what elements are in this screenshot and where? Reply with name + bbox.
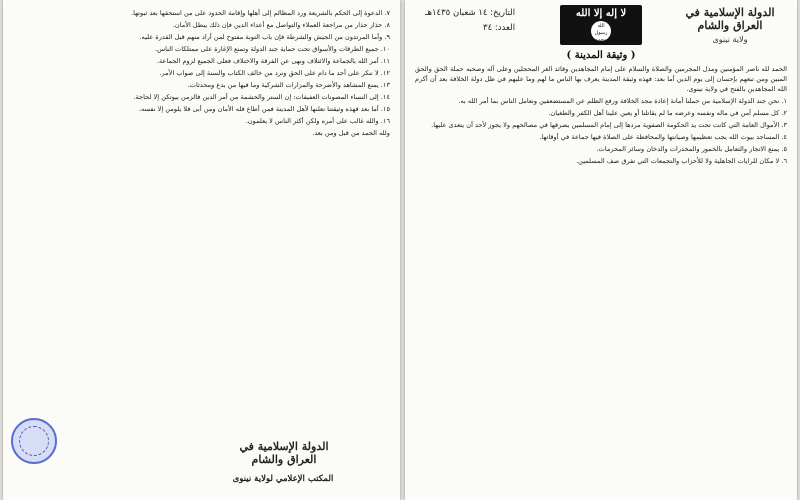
list-item: ١١. أمر الله بالجماعة والائتلاف ونهى عن الفرقة والاختلاف فعلى الجميع لزوم الجماعة. [156,57,390,65]
closing-line: ولله الحمد من قبل ومن بعد. [312,129,390,137]
number-row [425,23,515,33]
right-page-text [415,64,787,168]
official-stamp [11,418,57,464]
list-item: ٩. وأما المرتدون من الجيش والشرطة فإن باب التوبة مفتوح لمن أراد منهم قبل القدرة عليه. [139,33,390,41]
list-item: ١٤. إلى النساء المصونات العفيفات: إن الستر والحشمة من أمر الدين فالزمن بيوتكن إلا لحاجة. [133,93,390,101]
document-meta [425,8,515,38]
list-item: ١٢. لا ننكر على أحد ما دام على الحق ونرد من خالف الكتاب والسنة إلى صواب الأمر. [159,69,390,77]
number-label: العدد: [494,23,516,33]
list-item: ٥. يمنع الاتجار والتعامل بالخمور والمخدرات والدخان وسائر المحرمات. [596,145,787,153]
list-item: ٦. لا مكان للرايات الجاهلية ولا للأحزاب والتجمعات التي تفرق صف المسلمين. [576,157,787,165]
list-item: ١٦. والله غالب على أمره ولكن أكثر الناس لا يعلمون. [245,117,390,125]
date-value: ١٤ شعبان ١٤٣٥هـ [425,8,488,18]
document-title: ( وثيقة المدينة ) [566,50,636,61]
list-item: ٤. المساجد بيوت الله يجب تعظيمها وصيانتها والمحافظة على الصلاة فيها جماعة في أوقاتها. [539,133,787,141]
footer-media-office: المكتب الإعلامي لولاية نينوى [232,474,334,484]
wilaya-name: ولاية نينوى [712,35,748,44]
intro-paragraph: الحمد لله ناصر المؤمنين ومذل المجرمين والصلاة والسلام على إمام المجاهدين وقائد الغر المحجلين وعلى آله وصحبه حملة الحق والحق المبين ومن تبعهم بإحسان إلى يوم الدين أما بعد: فهذه وثيقة المدينة يعرف بها الناس ما لهم وما عليهم في ظل دولة الخلافة بعد أن أكرم الله المجاهدين بالفتح في ولاية نينوى. [415,65,787,93]
flag-seal: الله رسول محمد [591,21,611,41]
left-page-text [15,8,390,140]
list-item: ٧. الدعوة إلى الحكم بالشريعة ورد المظالم إلى أهلها وإقامة الحدود على من استحقها بعد ثبوتها. [131,9,390,17]
stamp-ring [19,426,49,456]
document-page-two [3,0,400,500]
document-page-one [405,0,797,500]
list-item: ١٣. يمنع المشاهد والأضرحة والمزارات الشركية وما فيها من بدع ومحدثات. [187,81,390,89]
number-value: ٣٤ [483,23,493,33]
list-item: ١. نحن جند الدولة الإسلامية من حملنا أمانة إعادة مجد الخلافة ورفع الظلم عن المستضعفين ونعامل الناس بما أمر الله به. [458,97,787,105]
flag-inscription: لا إله إلا الله [575,8,627,19]
state-name: الدولة الإسلامية في العراق والشام [685,6,775,32]
letterhead [671,6,789,44]
list-item: ٨. حذار حذار من مراجعة العملاء والتواصل مع أعداء الدين فإن ذلك يبطل الأمان. [172,21,390,29]
list-item: ١٥. أما بعد فهذه وثيقتنا نعلنها لأهل المدينة فمن أطاع فله الأمان ومن أبى فلا يلومن إلا نفسه. [138,105,390,113]
date-row [425,8,515,18]
date-label: التاريخ: [490,8,516,18]
list-item: ٢. كل مسلم آمن في ماله ونفسه وعرضه ما لم يقاتلنا أو يعين علينا أهل الكفر والطغيان. [548,109,787,117]
black-flag-logo [560,5,642,45]
list-item: ٣. الأموال العامة التي كانت تحت يد الحكومة الصفوية مردها إلى إمام المسلمين يصرفها في مصالحهم ولا يجوز لأحد أن يتعدى عليها. [431,121,787,129]
footer-state-logo: الدولة الإسلامية في العراق والشام [239,440,329,466]
list-item: ١٠. جميع الطرقات والأسواق تحت حماية جند الدولة وتمنع الإغارة على ممتلكات الناس. [154,45,390,53]
